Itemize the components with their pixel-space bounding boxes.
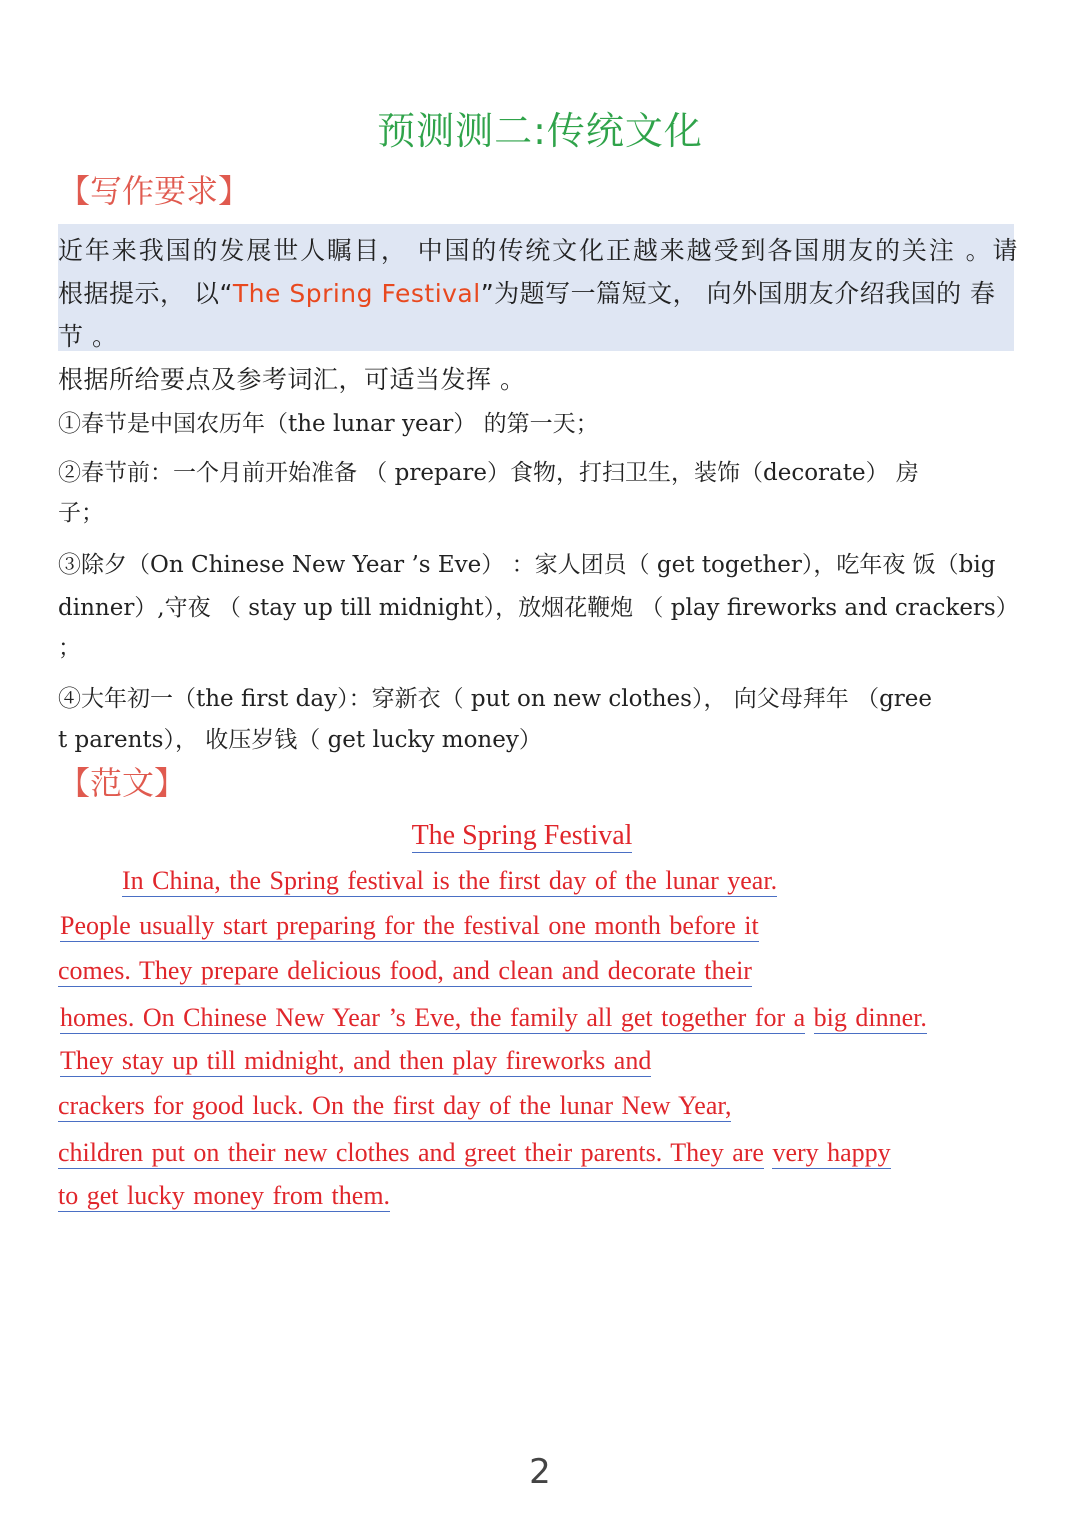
essay-line-5-text: They stay up till midnight, and then play fireworks and (60, 1046, 652, 1075)
point-4-line-b: t parents）， 收压岁钱（ get lucky money） (58, 727, 542, 753)
essay-line-4a-text: homes. On Chinese New Year ’s Eve, the family all get together for a (60, 1003, 806, 1032)
prompt-line-3: 节 。 (58, 322, 118, 351)
prompt-topic: The Spring Festival (232, 279, 481, 308)
prompt-line-1: 近年来我国的发展世人瞩目， 中国的传统文化正越来越受到各国朋友的关注 。请 (58, 236, 1018, 265)
page-number: 2 (529, 1452, 551, 1492)
page-title: 预测测二:传统文化 (377, 109, 703, 153)
essay-line-8 (58, 1181, 390, 1211)
essay-line-2 (60, 911, 759, 941)
essay-line-2-text: People usually start preparing for the festival one month before it (60, 911, 759, 940)
essay-line-7b-text: very happy (772, 1138, 891, 1167)
requirements-heading: 【写作要求】 (58, 172, 251, 210)
prompt-line-2 (58, 274, 1018, 310)
essay-line-6 (58, 1091, 731, 1121)
prompt-line-2-post: ”为题写一篇短文， 向外国朋友介绍我国的 春 (480, 279, 996, 308)
prompt-line-2-pre: 根据提示， 以“ (58, 279, 233, 308)
essay-line-8-text: to get lucky money from them. (58, 1181, 391, 1210)
sample-heading: 【范文】 (58, 764, 187, 802)
point-4-line-a: ④大年初一（the first day）：穿新衣（ put on new clothes）， 向父母拜年 （gree (58, 686, 933, 712)
point-2-line-b: 子； (58, 500, 104, 526)
point-3-line-c: ； (58, 635, 81, 661)
essay-line-6-text: crackers for good luck. On the first day of the lunar New Year, (58, 1091, 732, 1120)
essay-line-4 (60, 1003, 927, 1033)
essay-title-text: The Spring Festival (411, 820, 633, 851)
essay-line-3 (58, 956, 752, 986)
essay-line-7 (58, 1138, 891, 1168)
point-3-line-a: ③除夕（On Chinese New Year ’s Eve） ：家人团员（ get together），吃年夜 饭（big (58, 552, 996, 578)
essay-line-3-text: comes. They prepare delicious food, and clean and decorate their (58, 956, 752, 985)
point-2-line-a: ②春节前：一个月前开始准备 （ prepare）食物，打扫卫生，装饰（decorate） 房 (58, 460, 919, 486)
essay-line-1-text: In China, the Spring festival is the first day of the lunar year. (122, 866, 778, 895)
essay-title (0, 820, 1044, 852)
essay-line-7a-text: children put on their new clothes and greet their parents. They are (58, 1138, 764, 1167)
instruction-text: 根据所给要点及参考词汇，可适当发挥 。 (58, 365, 526, 394)
essay-line-5 (60, 1046, 651, 1076)
essay-line-1 (122, 866, 777, 896)
essay-line-4b-text: big dinner. (813, 1003, 927, 1032)
point-3-line-b: dinner）,守夜 （ stay up till midnight），放烟花鞭炮 （ play fireworks and crackers） (58, 595, 1019, 621)
point-1: ①春节是中国农历年（the lunar year） 的第一天； (58, 411, 599, 437)
